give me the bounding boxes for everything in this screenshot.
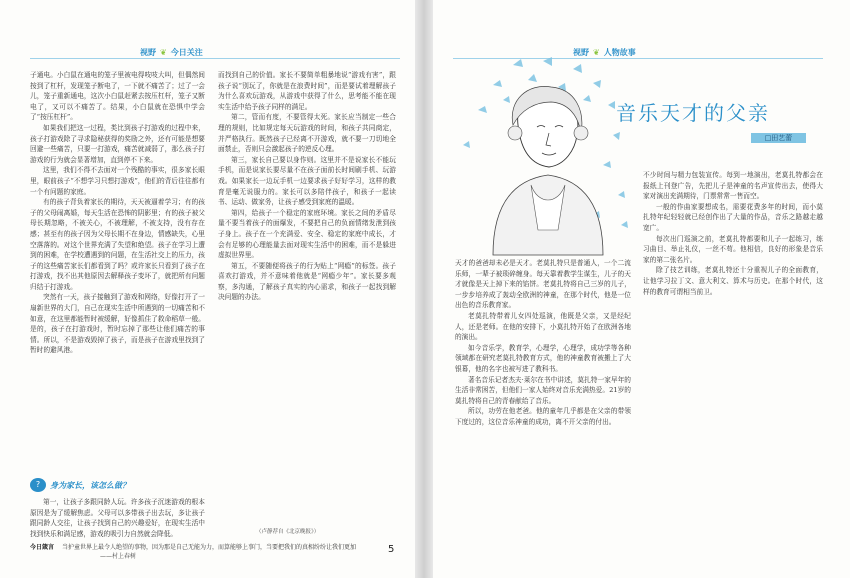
- paragraph: 天才的爸爸却未必是天才。老莫扎特只是普通人，一个二流乐师，一辈子被琐碎缠身。每天靠着教学生谋生，儿子的天才就像是天上掉下来的馅饼。老莫扎特将自己三岁的儿子，一步步培养成了轰动全欧洲的神童，在那个时代，他是一位出色的音乐教育家。: [455, 259, 631, 310]
- paragraph: 一般的作曲家要想成名，需要花费多年的时间，而小莫扎特年纪轻轻就已经创作出了大量的作品，音乐之路越走越宽广。: [643, 202, 823, 232]
- right-page: [433, 0, 850, 578]
- author-byline: □田艺蕾: [751, 133, 806, 143]
- section-label: 视野: [573, 48, 589, 57]
- page-number: 5: [388, 544, 395, 555]
- paragraph: 第二，管而有度，不要管得太死。家长应当制定一些合理的规则，比如规定每天玩游戏的时间，和孩子共同商定，并严格执行。既然孩子已经离不开游戏，就不要一刀切地全面禁止，否则只会激起孩子的逆反心理。: [218, 113, 396, 154]
- column-label: 人物故事: [603, 48, 636, 57]
- paragraph: 第三，家长自己要以身作则。这里并不是说家长不能玩手机，而是说家长要尽量不在孩子面前长时间刷手机、玩游戏。如果家长一边玩手机一边要求孩子好好学习，这样的教育是毫无说服力的。家长可以多陪伴孩子，和孩子一起读书、运动、做家务，让孩子感受到家庭的温暖。: [218, 155, 396, 207]
- paragraph: 不少时间与精力包装宣传。每到一地演出，老莫扎特都会在报纸上刊登广告，先把儿子是神童的名声宣传出去，使得大家对演出充满期待，门票常常一售而空。: [643, 171, 823, 201]
- footer-quote: [30, 543, 360, 561]
- paragraph: 第五，不要随便将孩子的行为贴上“网瘾”的标签。孩子喜欢打游戏，并不意味着他就是“网瘾少年”。家长要多观察，多沟通，了解孩子真实的内心需求，和孩子一起找到解决问题的办法。: [218, 261, 396, 302]
- footer-quote-text: 当护童世界上最令人绝望的事物，因为那是自己无能为力，而算能够上事门，当要把我们的真相纷纷让我们更加: [61, 544, 356, 551]
- paragraph: 这里，我们不得不去面对一个残酷的事实，很多家长眼里，眼前孩子“不想学习只想打游戏”，他们的背后往往都有一个有问题的家庭。: [30, 166, 205, 196]
- question-icon: ?: [30, 478, 46, 492]
- paragraph: 第一，让孩子多跟同龄人玩。许多孩子沉迷游戏的根本原因是为了缓解焦虑。父母可以多带孩子出去玩，多让孩子跟同龄人交往，让孩子找到自己的兴趣爱好，在现实生活中找到快乐和满足感，游戏的吸引力自然就会降低。: [30, 498, 205, 538]
- subheading-callout: [30, 478, 170, 494]
- left-page: [0, 0, 415, 578]
- paragraph: 第四，给孩子一个稳定的家庭环境。家长之间的矛盾尽量不要当着孩子的面爆发，不要把自己的负面情绪发泄到孩子身上。孩子在一个充满爱、安全、稳定的家庭中成长，才会有足够的心理能量去面对现实生活中的困难，而不是躲进虚拟世界里。: [218, 208, 396, 260]
- paragraph: 除了技艺训练，老莫扎特还十分重视儿子的全面教育，让他学习拉丁文、意大利文、算术与历史。在那个时代，这样的教育可谓相当前卫。: [643, 266, 823, 296]
- source-credit: （卢静荐自《北京晚报》）: [256, 529, 320, 535]
- paragraph: 每次出门巡演之前，老莫扎特都要和儿子一起练习，练习曲目、举止礼仪，一丝不苟。他相信，良好的形象是音乐家的第二张名片。: [643, 234, 823, 264]
- footer-tag: 今日箴言: [30, 544, 55, 551]
- right-column-2: [643, 170, 823, 545]
- left-column-1-tail: [30, 497, 205, 538]
- paragraph: 而找到自己的价值。家长不要简单粗暴地说“游戏有害”，跟孩子说“别玩了，你就是在浪费时间”，而是要试着理解孩子为什么喜欢玩游戏，从游戏中获得了什么，思考能不能在现实生活中给予孩子同样的满足。: [218, 71, 396, 111]
- left-column-2: [218, 70, 396, 525]
- leaf-icon: ❦: [593, 48, 600, 57]
- column-label: 今日关注: [170, 48, 203, 57]
- left-column-1: [30, 70, 205, 475]
- paragraph: 有的孩子背负着家长的期待，天天被逼着学习；有的孩子的父母闹离婚，每天生活在恐怖的阴影里；有的孩子被父母长期忽略，不被关心，不被理解，不被支持，没有存在感；甚至有的孩子因为父母长期不在身边，情感缺失，心里空落落的。对这个世界充满了失望和绝望。孩子在学习上遭到的困难，在学校遭遇到的问题，在生活社交上的压力，孩子的这些痛苦家长们都看到了吗？或许家长只看到了孩子在打游戏，找不出其他原因去解释孩子变坏了，就把所有问题归结于打游戏。: [30, 198, 205, 291]
- section-header: [140, 47, 203, 58]
- header-rule: [30, 58, 400, 59]
- subheading: 身为家长，该怎么做？: [50, 481, 130, 490]
- paragraph: 著名音乐记者杰夫·莱尔在书中讲述，莫扎特一家早年的生活非常困苦，但他们一家人始终对音乐充满热爱。21岁的莫扎特将自己的青春献给了音乐。: [455, 375, 631, 405]
- paragraph: 子通电。小白鼠在通电的笼子里被电得吱吱大叫，但偶然间按到了杠杆，发现笼子断电了，一下就不痛苦了；过了一会儿，笼子重新通电，这次小白鼠赶紧去按压杠杆，笼子又断电了，又可以不痛苦了。结果，小白鼠就在恐惧中学会了“按压杠杆”。: [30, 71, 205, 122]
- paragraph: 老莫扎特带着儿女四处巡演，他既是父亲，又是经纪人，还是老师。在他的安排下，小莫扎特开始了在欧洲各地的演出。: [455, 311, 631, 342]
- article-title: 音乐天才的父亲: [616, 101, 770, 125]
- leaf-icon: ❦: [160, 48, 167, 57]
- book-gutter: [415, 0, 433, 578]
- mozart-portrait-illustration: [453, 55, 631, 255]
- paragraph: 突然有一天，孩子接触到了游戏和网络，好像打开了一扇新世界的大门，自己在现实生活中所遇到的一切痛苦和不如意，在这里都能暂时被缓解，好像抓住了救命稻草一般。是的，孩子在打游戏时，暂时忘掉了那些让他们痛苦的事情。所以，不是游戏毁掉了孩子，而是孩子在游戏里找到了暂时的避风港。: [30, 293, 205, 355]
- paragraph: 如果我们把这一过程，类比到孩子打游戏的过程中来，孩子打游戏除了寻求隐秘获得的奖励之外，还有可能是想要回避一些痛苦，只要一打游戏，痛苦就减弱了，那么孩子打游戏的行为就会显著增加，直到停不下来。: [30, 123, 205, 164]
- paragraph: 所以，功劳在他老爸。他的童年几乎都是在父亲的带领下度过的，这位音乐神童的成功，离不开父亲的付出。: [455, 407, 631, 426]
- right-column-1: [455, 258, 631, 543]
- paragraph: 如今音乐学，教育学，心理学，心理学，成功学等各种领域都在研究老莫扎特教育方式，他的神童教育被搬上了大银幕，他的名字也被写进了教科书。: [455, 343, 631, 373]
- footer-source: ——村上春树: [100, 553, 137, 560]
- section-label: 视野: [140, 48, 156, 57]
